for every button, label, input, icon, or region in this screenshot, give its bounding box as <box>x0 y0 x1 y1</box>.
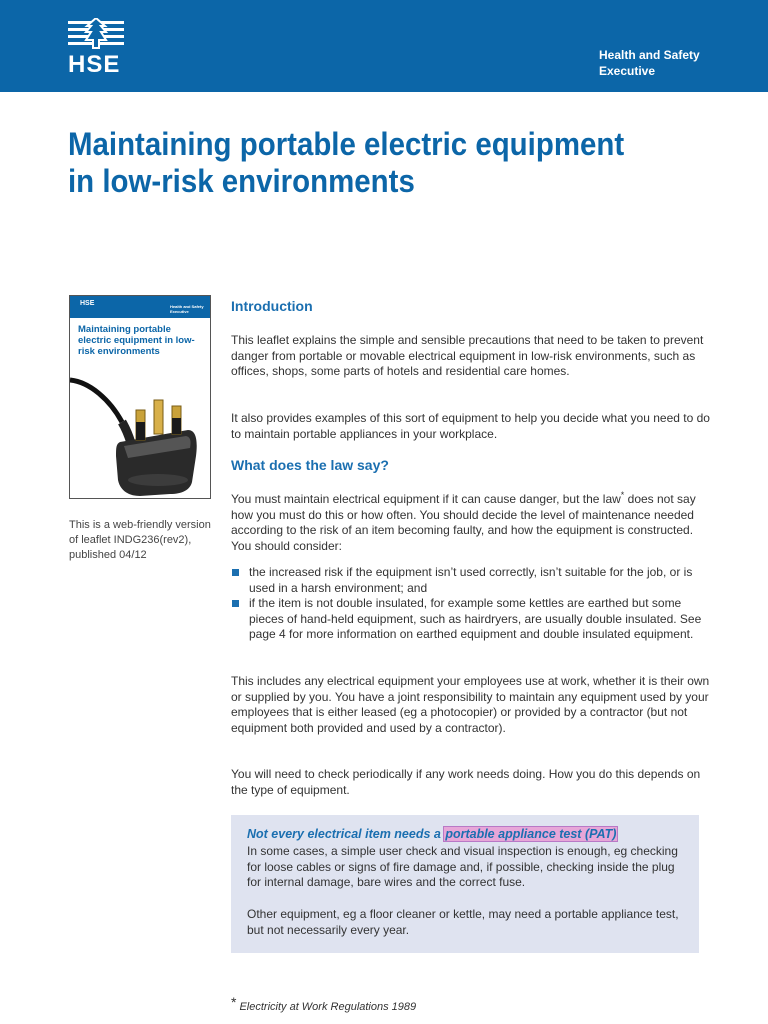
pat-box-title <box>247 827 617 841</box>
leaflet-cover-thumbnail[interactable] <box>69 295 211 499</box>
footnote-mark: * <box>231 994 237 1010</box>
law-heading: What does the law say? <box>231 457 389 473</box>
introduction-heading: Introduction <box>231 298 313 314</box>
hse-logo[interactable] <box>68 18 128 78</box>
plug-image <box>70 360 210 498</box>
footnote <box>231 994 417 1013</box>
org-name-line2: Executive <box>599 64 656 78</box>
org-name-line1: Health and Safety <box>599 48 700 62</box>
pat-highlight[interactable]: portable appliance test (PAT) <box>445 827 617 841</box>
pat-box-paragraph-1: In some cases, a simple user check and visual inspection is enough, eg checking for loose cables or signs of fire damage and, if possible, checking inside the plug for internal damage, bare wires and the correct fuse. <box>247 844 678 889</box>
header-band <box>0 0 768 92</box>
intro-paragraph-1: This leaflet explains the simple and sensible precautions that need to be taken to prevent danger from portable or movable electrical equipment in low-risk environments, such as offices, shops, some parts of hotels and residential care homes. <box>231 333 704 378</box>
law-paragraph-2: This includes any electrical equipment your employees use at work, whether it is their own or supplied by you. You have a joint responsibility to maintain any equipment used by your employees that is either leased (eg a photocopier) or provided by a contractor (but not equipment both provided and used by a contractor). <box>231 674 710 735</box>
law-paragraph-1-end: does not say how you must do this or how often. You should decide the level of maintenance needed according to the risk of an item becoming faulty, and how the equipment is constructed. You should consider: <box>231 492 696 553</box>
document-title: Maintaining portable electric equipment in low-risk environments <box>68 126 625 199</box>
cover-header-band <box>70 296 210 318</box>
cover-title: Maintaining portable electric equipment in low-risk environments <box>78 324 195 357</box>
list-item: if the item is not double insulated, for example some kettles are earthed but some pieces of hand-held equipment, such as hairdryers, are usually double insulated. See page 4 for more information on earthed equipment and double insulated equipment. <box>231 596 711 643</box>
pat-box-title-text: Not every electrical item needs a <box>247 827 445 841</box>
pat-info-box <box>231 815 699 953</box>
hse-logo-icon <box>68 18 124 50</box>
logo-text: HSE <box>68 51 121 78</box>
org-name <box>599 47 739 79</box>
footnote-text: Electricity at Work Regulations 1989 <box>239 1001 417 1013</box>
law-paragraph-1-start: You must maintain electrical equipment if it can cause danger, but the law <box>231 492 621 506</box>
law-paragraph-1 <box>231 488 711 554</box>
cover-logo: HSE <box>80 300 95 307</box>
law-paragraph-3: You will need to check periodically if any work needs doing. How you do this depends on the type of equipment. <box>231 767 701 797</box>
intro-paragraph-2: It also provides examples of this sort of equipment to help you decide what you need to do to maintain portable appliances in your workplace. <box>231 411 710 441</box>
footnote-reference[interactable]: * <box>620 490 625 500</box>
pat-box-paragraph-2: Other equipment, eg a floor cleaner or kettle, may need a portable appliance test, but not necessarily every year. <box>247 907 679 937</box>
web-version-caption: This is a web-friendly version of leaflet INDG236(rev2), published 04/12 <box>69 519 211 561</box>
list-item: the increased risk if the equipment isn’t used correctly, isn’t suitable for the job, or is used in a harsh environment; and <box>231 565 711 596</box>
consideration-list <box>231 565 711 643</box>
cover-org-name: Health and Safety Executive <box>170 304 204 314</box>
